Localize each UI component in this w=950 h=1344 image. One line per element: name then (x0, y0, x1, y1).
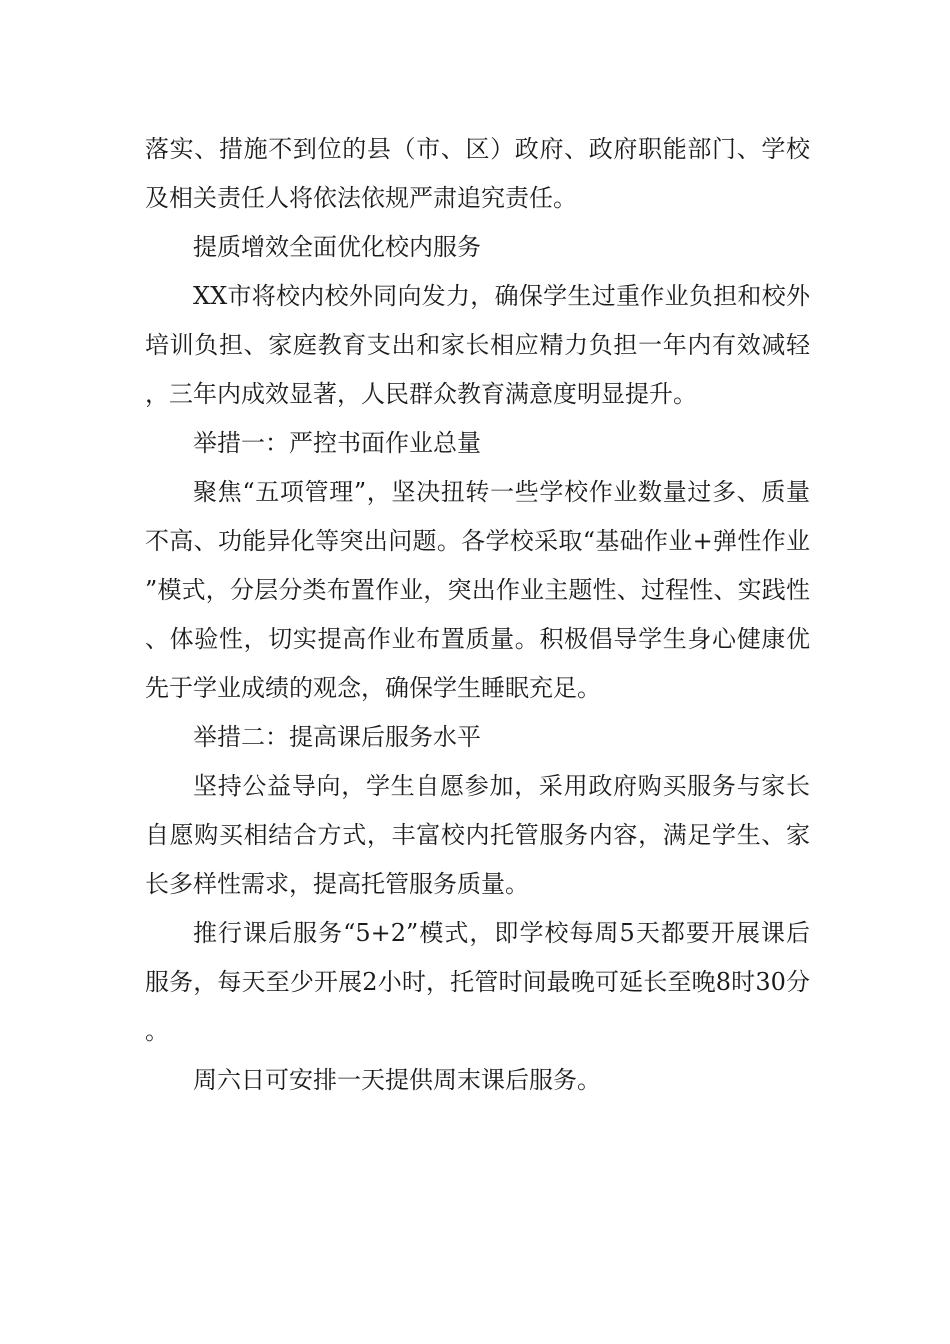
paragraph-measure-two-b: 推行课后服务“5+2”模式，即学校每周5天都要开展课后服务，每天至少开展2小时，托管时间最晚可延长至晚8时30分。 (145, 919, 810, 1045)
paragraph-measure-two-c: 周六日可安排一天提供周末课后服务。 (193, 1066, 601, 1094)
paragraph-intro: XX市将校内校外同向发力，确保学生过重作业负担和校外培训负担、家庭教育支出和家长相应精力负担一年内有效减轻，三年内成效显著，人民群众教育满意度明显提升。 (145, 282, 810, 408)
section-heading-measure-one: 举措一：严控书面作业总量 (193, 429, 481, 457)
section-heading-measure-two: 举措二：提高课后服务水平 (193, 723, 481, 751)
paragraph-continuation: 落实、措施不到位的县（市、区）政府、政府职能部门、学校及相关责任人将依法依规严肃追究责任。 (145, 135, 810, 212)
paragraph-measure-one: 聚焦“五项管理”，坚决扭转一些学校作业数量过多、质量不高、功能异化等突出问题。各学校采取“基础作业+弹性作业”模式，分层分类布置作业，突出作业主题性、过程性、实践性、体验性，切实提高作业布置质量。积极倡导学生身心健康优先于学业成绩的观念，确保学生睡眠充足。 (145, 478, 810, 702)
paragraph-measure-two-a: 坚持公益导向，学生自愿参加，采用政府购买服务与家长自愿购买相结合方式，丰富校内托管服务内容，满足学生、家长多样性需求，提高托管服务质量。 (145, 772, 810, 898)
section-heading-main: 提质增效全面优化校内服务 (193, 233, 481, 261)
document-body (145, 125, 810, 1105)
